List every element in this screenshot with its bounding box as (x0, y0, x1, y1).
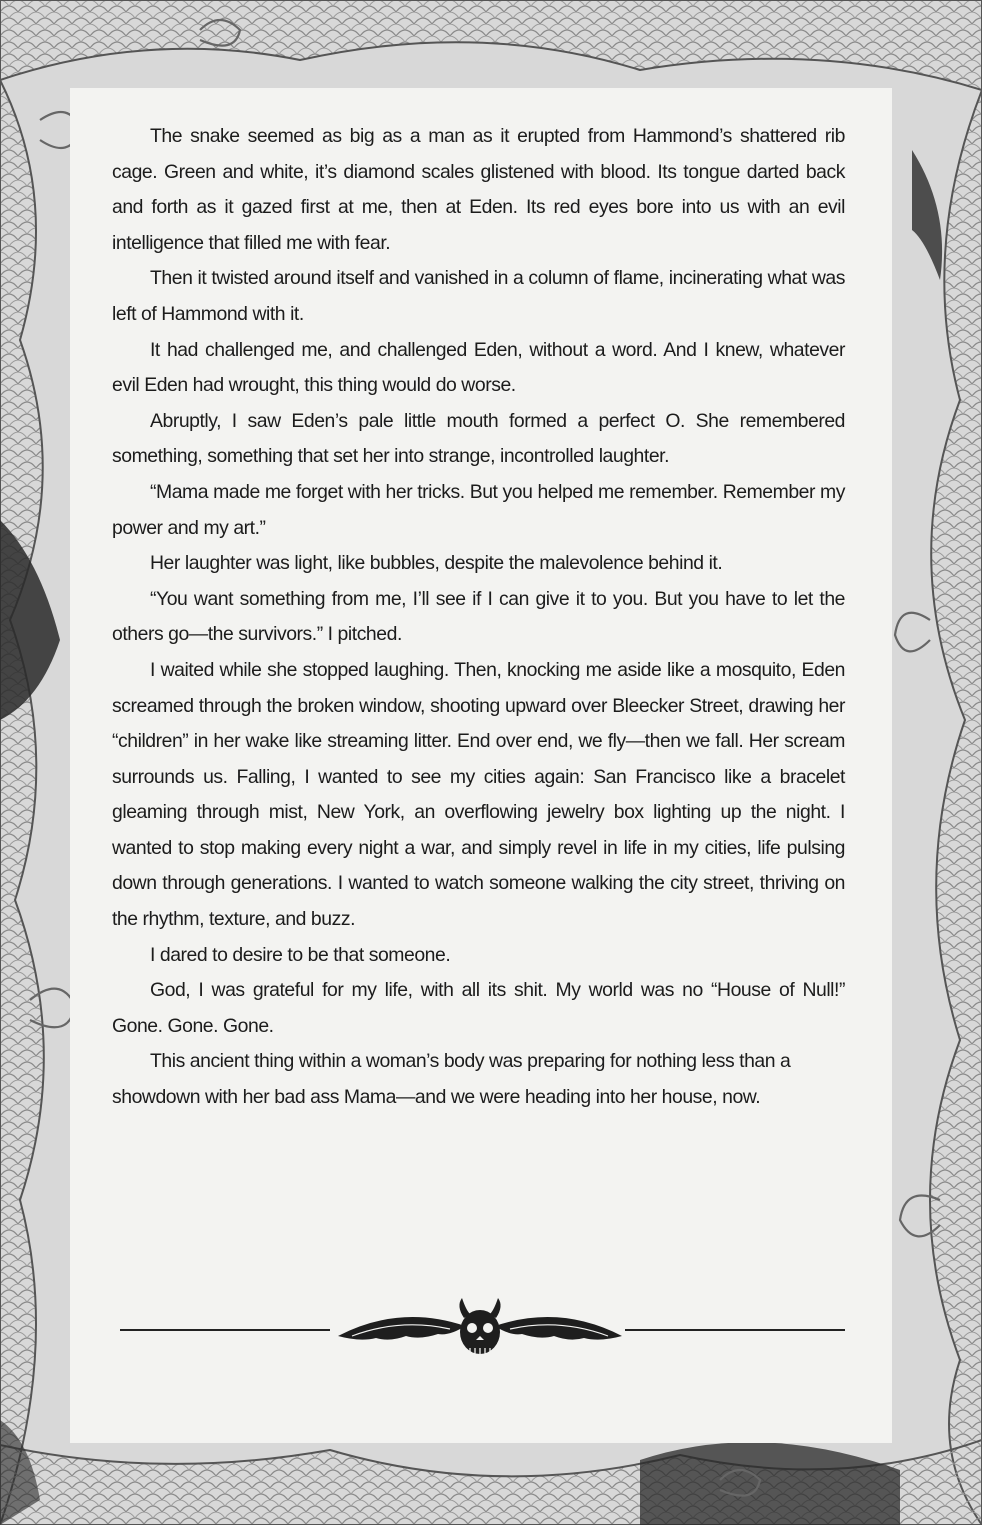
paragraph: Her laughter was light, like bubbles, despite the malevolence behind it. (150, 552, 723, 575)
winged-skull-divider (120, 1296, 845, 1366)
paragraph: It had challenged me, and challenged Eden, without a word. And I knew, whatever evil Eden had wrought, this thing would do worse. (112, 338, 845, 397)
paragraph: “You want something from me, I’ll see if I can give it to you. But you have to let the others go—the survivors.” I pitched. (112, 587, 845, 646)
paragraph: Abruptly, I saw Eden’s pale little mouth formed a perfect O. She remembered something, something that set her into strange, incontrolled laughter. (112, 409, 845, 468)
paragraph: I waited while she stopped laughing. Then, knocking me aside like a mosquito, Eden screamed through the broken window, shooting upward over Bleecker Street, drawing her “children” in her wake like streaming litter. End over end, we fly—then we fall. Her scream surrounds us. Falling, I wanted to see my cities again: San Francisco like a bracelet gleaming through mist, New York, an overflowing jewelry box lighting up the night. I wanted to stop making every night a war, and simply revel in life in my cities, life pulsing down through generations. I wanted to watch someone walking the city street, thriving on the rhythm, texture, and buzz. (112, 658, 845, 931)
paragraph: “Mama made me forget with her tricks. But you helped me remember. Remember my power and my art.” (112, 480, 845, 539)
story-text (112, 119, 845, 1116)
paragraph: God, I was grateful for my life, with all its shit. My world was no “House of Null!” Gone. Gone. Gone. (112, 979, 845, 1037)
paragraph: The snake seemed as big as a man as it erupted from Hammond’s shattered rib cage. Green and white, it’s diamond scales glistened with blood. Its tongue darted back and forth as it gazed first at me, then at Eden. Its red eyes bore into us with an evil intelligence that filled me with fear. (112, 125, 845, 254)
paragraph: I dared to desire to be that someone. (150, 943, 451, 966)
paragraph: This ancient thing within a woman’s body was preparing for nothing less than a showdown with her bad ass Mama—and we were heading into her house, now. (112, 1050, 791, 1109)
paragraph: Then it twisted around itself and vanished in a column of flame, incinerating what was left of Hammond with it. (112, 267, 845, 325)
